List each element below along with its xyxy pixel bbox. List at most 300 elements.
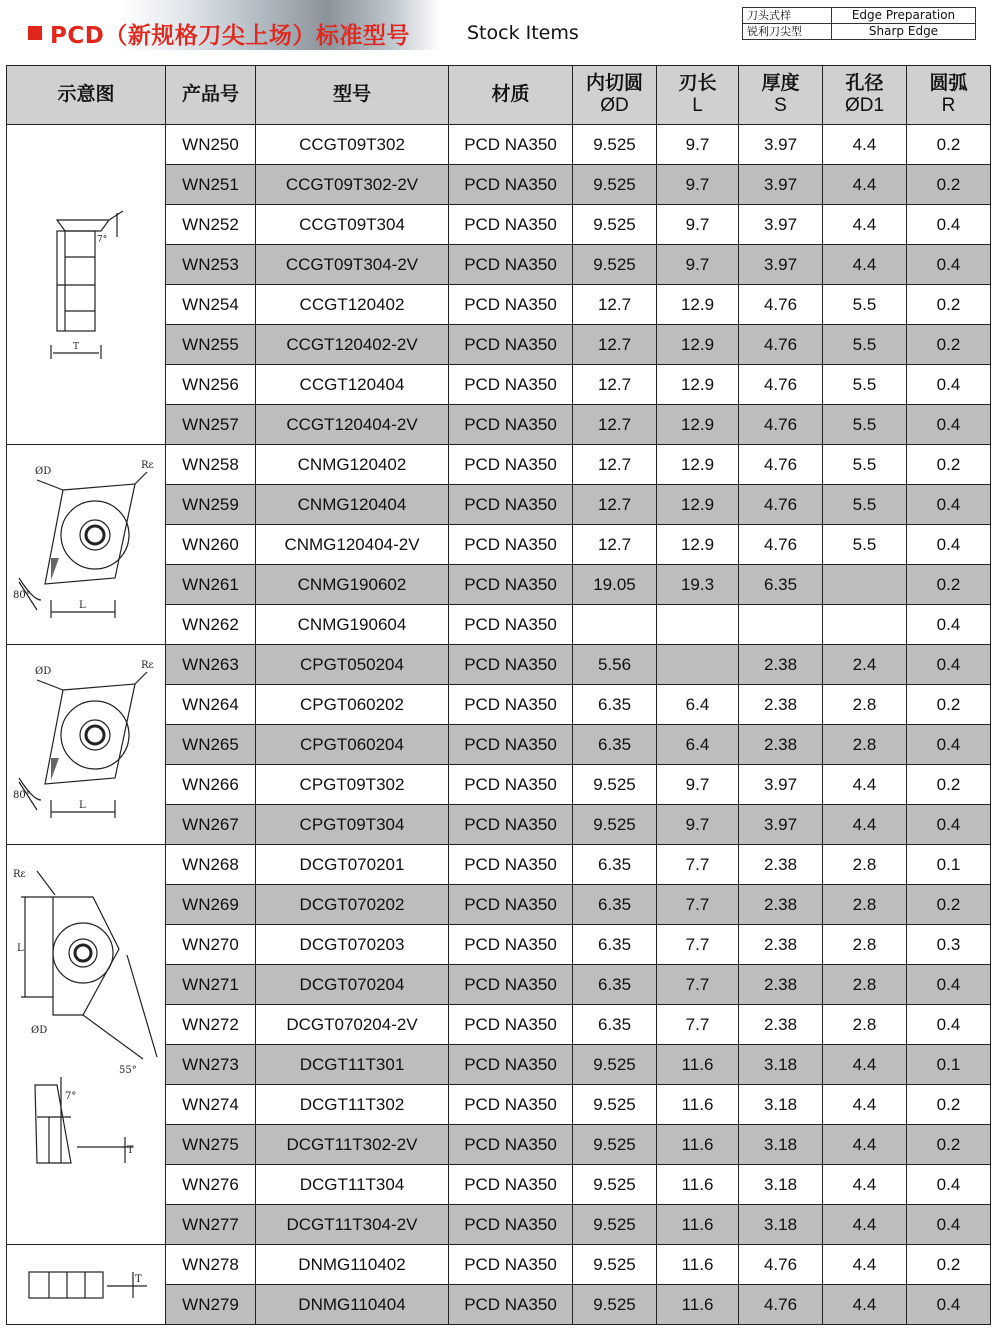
cnmg-top-view-sketch [7,450,165,640]
cell-product: WN260 [166,525,256,565]
cell-model: CPGT060204 [256,725,449,765]
cell-material: PCD NA350 [449,1125,573,1165]
col-header-r-en: R [941,95,956,116]
col-header-r-zh: 圆弧 [929,73,968,94]
cell-hole-diameter: 5.5 [823,325,907,365]
cell-hole-diameter: 2.8 [823,1005,907,1045]
cell-hole-diameter: 4.4 [823,805,907,845]
cell-product: WN267 [166,805,256,845]
col-header-thickness [739,66,823,125]
cell-thickness: 3.97 [739,765,823,805]
cell-product: WN268 [166,845,256,885]
cell-inscribed-circle: 19.05 [573,565,657,605]
cell-material: PCD NA350 [449,605,573,645]
cell-product: WN264 [166,685,256,725]
cell-thickness: 4.76 [739,325,823,365]
cell-thickness: 4.76 [739,285,823,325]
col-header-inscribed-circle [573,66,657,125]
cell-inscribed-circle: 12.7 [573,445,657,485]
cell-material: PCD NA350 [449,445,573,485]
cell-thickness: 4.76 [739,365,823,405]
cell-product: WN278 [166,1245,256,1285]
cell-model: CCGT09T304 [256,205,449,245]
cell-edge-length [657,605,739,645]
cell-edge-length: 12.9 [657,285,739,325]
cell-thickness: 3.18 [739,1125,823,1165]
table-header-row [7,66,991,125]
cell-edge-length: 19.3 [657,565,739,605]
cell-thickness: 3.18 [739,1205,823,1245]
col-header-material: 材质 [449,66,573,125]
cell-product: WN261 [166,565,256,605]
cell-edge-length: 9.7 [657,245,739,285]
col-header-s-en: S [774,95,787,116]
col-header-d-zh: 内切圆 [585,73,643,94]
cell-inscribed-circle: 9.525 [573,125,657,165]
stock-items-table [6,65,991,1325]
page-subtitle: Stock Items [467,22,579,44]
cell-model: CCGT09T304-2V [256,245,449,285]
dnmg-side-view-sketch [7,1246,165,1324]
cell-inscribed-circle: 12.7 [573,365,657,405]
cell-material: PCD NA350 [449,1285,573,1325]
cell-inscribed-circle [573,605,657,645]
cell-edge-length: 11.6 [657,1085,739,1125]
sketch-thickness-label: T [127,1145,134,1156]
table-row [7,645,991,685]
cell-hole-diameter: 2.8 [823,885,907,925]
col-header-corner-radius [907,66,991,125]
col-header-model: 型号 [256,66,449,125]
cell-model: CNMG190604 [256,605,449,645]
cell-corner-radius: 0.2 [907,125,991,165]
sketch-angle-label: 7° [97,234,108,245]
cell-material: PCD NA350 [449,525,573,565]
sketch-radius-label: Rε [141,459,154,471]
cell-inscribed-circle: 6.35 [573,885,657,925]
ccgt-side-view-sketch [11,135,161,435]
cell-corner-radius: 0.2 [907,325,991,365]
cell-product: WN257 [166,405,256,445]
cell-hole-diameter: 4.4 [823,245,907,285]
cell-hole-diameter: 5.5 [823,285,907,325]
cell-product: WN276 [166,1165,256,1205]
cell-edge-length: 11.6 [657,1125,739,1165]
cell-model: DCGT11T302 [256,1085,449,1125]
sketch-angle-label: 55° [119,1065,137,1076]
cell-hole-diameter: 4.4 [823,165,907,205]
cell-edge-length: 11.6 [657,1245,739,1285]
cell-model: CPGT050204 [256,645,449,685]
cell-model: DCGT070201 [256,845,449,885]
cell-hole-diameter: 5.5 [823,365,907,405]
cell-product: WN254 [166,285,256,325]
cell-material: PCD NA350 [449,1005,573,1045]
cell-material: PCD NA350 [449,965,573,1005]
cell-model: DCGT070204 [256,965,449,1005]
cell-edge-length: 7.7 [657,925,739,965]
cell-corner-radius: 0.1 [907,845,991,885]
edge-preparation-legend [742,7,976,40]
cell-material: PCD NA350 [449,205,573,245]
cell-inscribed-circle: 9.525 [573,1085,657,1125]
col-header-d1-zh: 孔径 [845,73,884,94]
cell-hole-diameter: 2.8 [823,845,907,885]
cell-edge-length: 7.7 [657,845,739,885]
cell-model: DCGT11T304 [256,1165,449,1205]
cell-edge-length: 12.9 [657,525,739,565]
red-square-bullet-icon [28,26,42,40]
cell-hole-diameter: 2.8 [823,965,907,1005]
cell-corner-radius: 0.2 [907,1125,991,1165]
sketch-radius-label: Rε [141,659,154,671]
sketch-cell-cpgt-top-view [7,645,166,845]
sketch-phi-d-label: ØD [35,665,52,677]
cell-product: WN258 [166,445,256,485]
cell-model: CNMG120404-2V [256,525,449,565]
cell-product: WN259 [166,485,256,525]
cell-corner-radius: 0.4 [907,525,991,565]
cell-hole-diameter: 4.4 [823,1205,907,1245]
cell-model: CPGT09T302 [256,765,449,805]
cell-model: DCGT070203 [256,925,449,965]
cell-model: CCGT09T302 [256,125,449,165]
sketch-phi-d-label: ØD [35,465,52,477]
cell-model: DNMG110402 [256,1245,449,1285]
cell-edge-length: 11.6 [657,1285,739,1325]
cell-model: DCGT11T304-2V [256,1205,449,1245]
cell-model: CCGT09T302-2V [256,165,449,205]
legend-sharp-label-en: Sharp Edge [832,24,976,40]
cell-material: PCD NA350 [449,285,573,325]
cell-model: CPGT09T304 [256,805,449,845]
cell-edge-length: 9.7 [657,805,739,845]
cell-thickness: 2.38 [739,1005,823,1045]
cell-product: WN275 [166,1125,256,1165]
cell-hole-diameter: 4.4 [823,765,907,805]
cell-corner-radius: 0.2 [907,165,991,205]
cell-thickness: 3.97 [739,165,823,205]
cell-edge-length: 11.6 [657,1165,739,1205]
cell-inscribed-circle: 9.525 [573,1125,657,1165]
col-header-d1-en: ØD1 [844,95,885,116]
cell-hole-diameter: 4.4 [823,1125,907,1165]
cell-corner-radius: 0.3 [907,925,991,965]
cell-edge-length: 11.6 [657,1045,739,1085]
cell-thickness: 4.76 [739,525,823,565]
cell-edge-length: 6.4 [657,685,739,725]
cell-hole-diameter [823,565,907,605]
cell-hole-diameter: 2.8 [823,685,907,725]
cell-hole-diameter: 4.4 [823,1285,907,1325]
cell-inscribed-circle: 9.525 [573,245,657,285]
cell-model: DCGT070204-2V [256,1005,449,1045]
cell-edge-length: 9.7 [657,205,739,245]
cell-hole-diameter: 5.5 [823,405,907,445]
cell-hole-diameter: 4.4 [823,205,907,245]
cell-thickness: 4.76 [739,405,823,445]
cell-thickness: 4.76 [739,1245,823,1285]
cell-edge-length: 12.9 [657,365,739,405]
cell-product: WN250 [166,125,256,165]
cell-model: CCGT120402-2V [256,325,449,365]
cell-model: CPGT060202 [256,685,449,725]
table-row [7,125,991,165]
cell-inscribed-circle: 9.525 [573,765,657,805]
cell-material: PCD NA350 [449,485,573,525]
legend-edge-label-zh: 刀头式样 [743,8,832,24]
cell-material: PCD NA350 [449,125,573,165]
cell-hole-diameter: 4.4 [823,1045,907,1085]
cell-thickness: 3.18 [739,1045,823,1085]
cell-corner-radius: 0.4 [907,245,991,285]
cell-inscribed-circle: 9.525 [573,1205,657,1245]
cell-inscribed-circle: 12.7 [573,285,657,325]
cell-product: WN251 [166,165,256,205]
cell-material: PCD NA350 [449,765,573,805]
cell-edge-length: 12.9 [657,445,739,485]
cell-product: WN271 [166,965,256,1005]
col-header-s-zh: 厚度 [761,73,800,94]
cell-edge-length: 9.7 [657,165,739,205]
cell-thickness: 6.35 [739,565,823,605]
cell-corner-radius: 0.2 [907,285,991,325]
col-header-d-en: ØD [600,95,629,116]
cell-hole-diameter: 5.5 [823,445,907,485]
cell-inscribed-circle: 9.525 [573,205,657,245]
cell-model: CNMG120402 [256,445,449,485]
cell-corner-radius: 0.2 [907,1245,991,1285]
cell-material: PCD NA350 [449,1205,573,1245]
cell-edge-length [657,645,739,685]
cell-product: WN273 [166,1045,256,1085]
cell-corner-radius: 0.4 [907,725,991,765]
cell-corner-radius: 0.4 [907,605,991,645]
cell-corner-radius: 0.4 [907,1205,991,1245]
cell-edge-length: 6.4 [657,725,739,765]
cell-material: PCD NA350 [449,925,573,965]
cell-inscribed-circle: 6.35 [573,845,657,885]
cell-product: WN256 [166,365,256,405]
cell-thickness: 2.38 [739,885,823,925]
dcgt-top-and-side-view-sketch [7,847,165,1242]
cell-product: WN272 [166,1005,256,1045]
sketch-clearance-angle-label: 7° [65,1091,77,1102]
cell-corner-radius: 0.4 [907,805,991,845]
cell-material: PCD NA350 [449,565,573,605]
cell-hole-diameter: 4.4 [823,1165,907,1205]
cell-corner-radius: 0.4 [907,1285,991,1325]
cell-product: WN274 [166,1085,256,1125]
sketch-cell-cnmg-top-view [7,445,166,645]
sketch-length-label: L [79,799,86,811]
cell-hole-diameter: 2.8 [823,925,907,965]
cell-thickness: 4.76 [739,445,823,485]
cell-model: DCGT070202 [256,885,449,925]
cell-model: CCGT120404 [256,365,449,405]
sketch-cell-ccgt-side-view [7,125,166,445]
sketch-thickness-label: T [73,341,80,352]
sketch-radius-label: Rε [13,869,26,880]
cell-inscribed-circle: 12.7 [573,485,657,525]
col-header-edge-length [657,66,739,125]
table-row [7,845,991,885]
col-header-product: 产品号 [166,66,256,125]
cell-model: CCGT120404-2V [256,405,449,445]
cell-edge-length: 12.9 [657,405,739,445]
table-row [7,445,991,485]
cell-thickness: 2.38 [739,645,823,685]
cell-material: PCD NA350 [449,365,573,405]
cell-corner-radius: 0.4 [907,965,991,1005]
cell-inscribed-circle: 9.525 [573,1285,657,1325]
cell-thickness: 3.18 [739,1085,823,1125]
cell-thickness: 2.38 [739,925,823,965]
cell-corner-radius: 0.4 [907,645,991,685]
cell-model: CNMG190602 [256,565,449,605]
legend-sharp-label-zh: 锐利刀尖型 [743,24,832,40]
cell-material: PCD NA350 [449,245,573,285]
cell-edge-length: 11.6 [657,1205,739,1245]
cell-edge-length: 7.7 [657,965,739,1005]
cell-thickness: 2.38 [739,845,823,885]
cell-edge-length: 7.7 [657,1005,739,1045]
col-header-l-zh: 刃长 [678,73,717,94]
cell-corner-radius: 0.1 [907,1045,991,1085]
cell-inscribed-circle: 6.35 [573,925,657,965]
sketch-angle-label: 80° [13,789,31,801]
cell-inscribed-circle: 9.525 [573,1045,657,1085]
cell-corner-radius: 0.2 [907,1085,991,1125]
cell-hole-diameter: 4.4 [823,1085,907,1125]
cell-product: WN265 [166,725,256,765]
cell-inscribed-circle: 12.7 [573,325,657,365]
cell-material: PCD NA350 [449,645,573,685]
cell-product: WN255 [166,325,256,365]
cell-thickness: 3.97 [739,805,823,845]
cell-thickness: 2.38 [739,965,823,1005]
cell-material: PCD NA350 [449,1245,573,1285]
cell-thickness: 2.38 [739,685,823,725]
cell-edge-length: 12.9 [657,485,739,525]
cell-thickness: 4.76 [739,1285,823,1325]
cell-hole-diameter: 5.5 [823,525,907,565]
cell-corner-radius: 0.4 [907,1165,991,1205]
cell-material: PCD NA350 [449,805,573,845]
cell-hole-diameter: 2.8 [823,725,907,765]
cell-corner-radius: 0.2 [907,885,991,925]
cell-inscribed-circle: 9.525 [573,1165,657,1205]
cell-product: WN269 [166,885,256,925]
cell-corner-radius: 0.2 [907,565,991,605]
cell-model: CCGT120402 [256,285,449,325]
cell-material: PCD NA350 [449,885,573,925]
cell-inscribed-circle: 6.35 [573,965,657,1005]
page-header [0,0,1000,62]
cell-inscribed-circle: 6.35 [573,685,657,725]
cell-inscribed-circle: 12.7 [573,525,657,565]
cell-model: DCGT11T301 [256,1045,449,1085]
sketch-cell-dcgt-top-and-side-view [7,845,166,1245]
cell-product: WN279 [166,1285,256,1325]
cell-inscribed-circle: 9.525 [573,805,657,845]
cell-inscribed-circle: 9.525 [573,165,657,205]
cell-hole-diameter [823,605,907,645]
cell-thickness: 3.97 [739,205,823,245]
cell-product: WN252 [166,205,256,245]
cell-hole-diameter: 4.4 [823,125,907,165]
cell-hole-diameter: 2.4 [823,645,907,685]
table-row [7,1245,991,1285]
cell-corner-radius: 0.4 [907,1005,991,1045]
cell-product: WN266 [166,765,256,805]
cell-thickness: 2.38 [739,725,823,765]
cell-corner-radius: 0.2 [907,685,991,725]
cell-corner-radius: 0.4 [907,485,991,525]
cell-product: WN263 [166,645,256,685]
cpgt-top-view-sketch [7,650,165,840]
cell-thickness: 3.18 [739,1165,823,1205]
cell-material: PCD NA350 [449,325,573,365]
cell-corner-radius: 0.2 [907,765,991,805]
cell-inscribed-circle: 6.35 [573,1005,657,1045]
cell-inscribed-circle: 6.35 [573,725,657,765]
cell-thickness: 4.76 [739,485,823,525]
cell-product: WN253 [166,245,256,285]
cell-hole-diameter: 5.5 [823,485,907,525]
cell-product: WN262 [166,605,256,645]
cell-hole-diameter: 4.4 [823,1245,907,1285]
cell-material: PCD NA350 [449,1045,573,1085]
cell-material: PCD NA350 [449,685,573,725]
cell-inscribed-circle: 5.56 [573,645,657,685]
cell-material: PCD NA350 [449,845,573,885]
cell-material: PCD NA350 [449,1085,573,1125]
cell-edge-length: 12.9 [657,325,739,365]
cell-material: PCD NA350 [449,725,573,765]
cell-model: CNMG120404 [256,485,449,525]
col-header-hole-diameter [823,66,907,125]
sketch-length-label: L [17,943,24,954]
cell-corner-radius: 0.4 [907,405,991,445]
cell-inscribed-circle: 9.525 [573,1245,657,1285]
cell-material: PCD NA350 [449,405,573,445]
cell-edge-length: 7.7 [657,885,739,925]
cell-thickness: 3.97 [739,125,823,165]
cell-thickness [739,605,823,645]
sketch-length-label: L [79,599,86,611]
cell-material: PCD NA350 [449,1165,573,1205]
sketch-thickness-label: T [135,1273,142,1285]
col-header-l-en: L [692,95,703,116]
cell-inscribed-circle: 12.7 [573,405,657,445]
sketch-phi-d-label: ØD [31,1025,48,1036]
cell-material: PCD NA350 [449,165,573,205]
cell-corner-radius: 0.4 [907,205,991,245]
sketch-cell-dnmg-side-view [7,1245,166,1325]
cell-model: DNMG110404 [256,1285,449,1325]
cell-corner-radius: 0.4 [907,365,991,405]
legend-edge-label-en: Edge Preparation [832,8,976,24]
cell-edge-length: 9.7 [657,125,739,165]
sketch-angle-label: 80° [13,589,31,601]
cell-model: DCGT11T302-2V [256,1125,449,1165]
cell-edge-length: 9.7 [657,765,739,805]
cell-thickness: 3.97 [739,245,823,285]
page-title: PCD（新规格刀尖上场）标准型号 [50,23,410,49]
cell-corner-radius: 0.2 [907,445,991,485]
cell-product: WN277 [166,1205,256,1245]
